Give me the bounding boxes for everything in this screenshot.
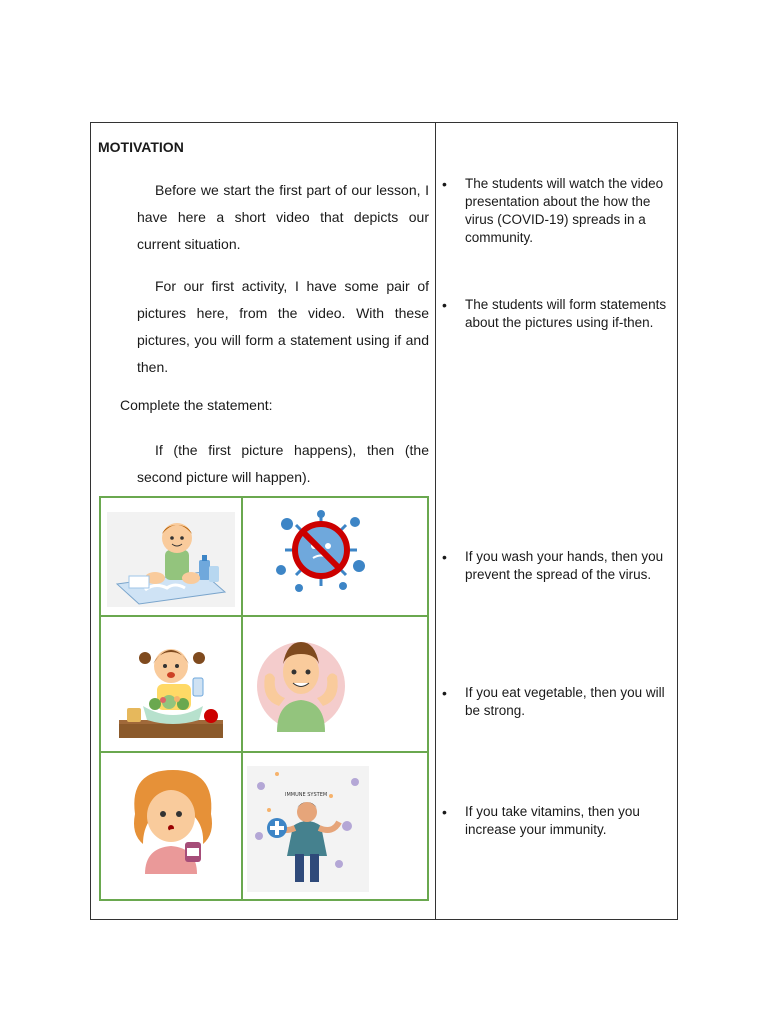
complete-statement-label: Complete the statement: [120,397,273,413]
section-heading: MOTIVATION [98,139,184,155]
list-item-text: The students will watch the video presentation about the how the virus (COVID-19) spreads in a community. [465,176,664,245]
activity-paragraph: For our first activity, I have some pair of pictures here, from the video. With these pictures, you will form a statement using if and then. [137,278,429,375]
grid-divider [241,498,243,899]
bullet-icon: • [442,297,447,313]
lesson-table [90,122,678,920]
grid-divider [101,615,427,617]
bullet-icon: • [442,804,447,820]
immune-system-caption: IMMUNE SYSTEM [285,792,328,798]
child-washing-hands-icon [107,512,235,607]
if-then-paragraph: If (the first picture happens), then (the second picture will happen). [137,442,429,485]
girl-taking-vitamins-icon [127,764,217,874]
strong-man-icon [251,634,351,734]
student-activity-column [436,123,677,919]
teacher-activity-column [91,123,435,919]
bullet-icon: • [442,176,447,192]
picture-pairs-grid [99,496,429,901]
bullet-icon: • [442,549,447,565]
list-item-text: The students will form statements about the pictures using if-then. [465,297,667,330]
immune-system-man-icon [247,766,369,892]
intro-paragraph: Before we start the first part of our lesson, I have here a short video that depicts our current situation. [137,182,429,252]
bullet-icon: • [442,685,447,701]
list-item-text: If you take vitamins, then you increase your immunity. [465,804,640,837]
list-item-text: If you wash your hands, then you prevent the spread of the virus. [465,549,664,582]
girl-eating-salad-icon [115,636,227,742]
list-item-text: If you eat vegetable, then you will be strong. [465,685,665,718]
crossed-out-virus-icon [273,510,369,594]
grid-divider [101,751,427,753]
